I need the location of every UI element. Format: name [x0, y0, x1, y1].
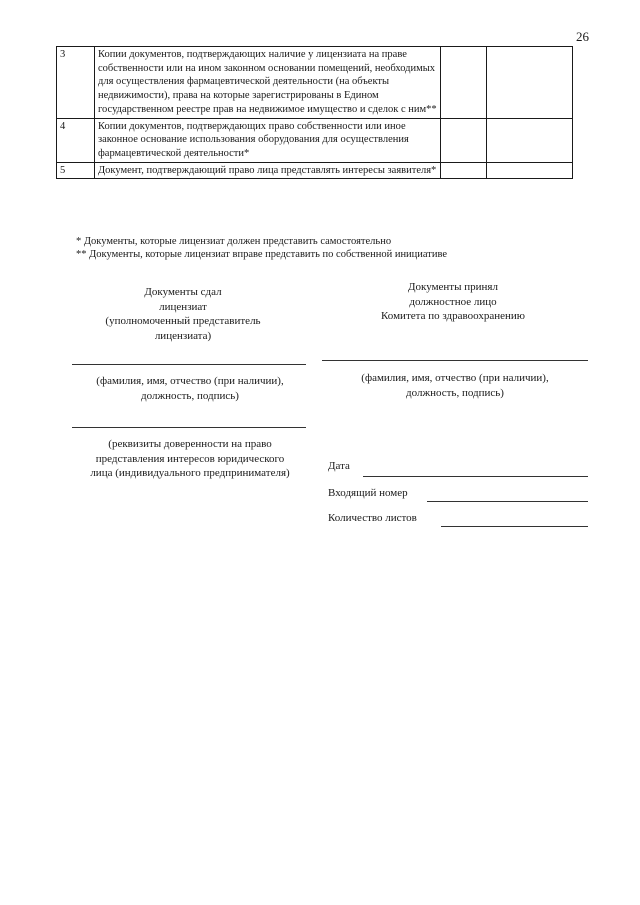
empty-cell: [487, 47, 573, 119]
date-field-line[interactable]: [363, 476, 588, 477]
empty-cell: [487, 118, 573, 162]
caption-line: должность, подпись): [141, 389, 239, 402]
sheet-count-label: Количество листов: [328, 512, 417, 524]
incoming-number-label: Входящий номер: [328, 487, 408, 499]
empty-cell: [441, 47, 487, 119]
incoming-number-field-line[interactable]: [427, 501, 588, 502]
heading-line: Документы сдал: [144, 286, 222, 298]
document-description: Копии документов, подтверждающих наличие у лицензиата на праве собственности или на ином законном основании помещений, необходимых для осуществления фармацевтической деятельности (на объекты недвижимости), права на которые зарегистрированы в Едином государственном реестре прав на недвижимое имущество и сделок с ним**: [95, 47, 441, 119]
heading-line: Комитета по здравоохранению: [381, 310, 525, 322]
row-number: 4: [57, 118, 95, 162]
date-label: Дата: [328, 460, 350, 472]
row-number: 5: [57, 162, 95, 179]
table-row: [57, 162, 573, 179]
sheet-count-field-line[interactable]: [441, 526, 588, 527]
document-description: Документ, подтверждающий право лица представлять интересы заявителя*: [95, 162, 441, 179]
footnote-double: ** Документы, которые лицензиат вправе представить по собственной инициативе: [76, 249, 448, 260]
caption-line: должность, подпись): [406, 386, 504, 399]
heading-line: Документы принял: [408, 281, 498, 293]
heading-line: лицензиата): [154, 329, 212, 342]
receiver-fio-caption: [325, 371, 585, 400]
caption-line: (реквизиты доверенности на право: [108, 438, 272, 450]
caption-line: (фамилия, имя, отчество (при наличии),: [361, 372, 549, 384]
caption-line: лица (индивидуального предпринимателя): [90, 467, 290, 479]
caption-line: представления интересов юридического: [95, 452, 285, 465]
receiver-signature-line: [322, 360, 588, 361]
heading-line: должностное лицо: [409, 295, 497, 308]
table-row: [57, 47, 573, 119]
heading-line: лицензиат: [159, 300, 207, 313]
documents-table: [56, 46, 573, 179]
row-number: 3: [57, 47, 95, 119]
page-number: 26: [576, 29, 589, 44]
document-description: Копии документов, подтверждающих право собственности или иное законное основание использования оборудования для осуществления фармацевтической деятельности*: [95, 118, 441, 162]
submitter-signature-line: [72, 364, 306, 365]
caption-line: (фамилия, имя, отчество (при наличии),: [96, 375, 284, 387]
empty-cell: [441, 162, 487, 179]
submitter-heading: [78, 285, 288, 343]
table-row: [57, 118, 573, 162]
proxy-details-caption: [76, 437, 304, 481]
receiver-heading: [343, 280, 563, 324]
heading-line: (уполномоченный представитель: [105, 315, 261, 327]
footnote-single: * Документы, которые лицензиат должен представить самостоятельно: [76, 236, 392, 247]
proxy-details-line: [72, 427, 306, 428]
empty-cell: [441, 118, 487, 162]
empty-cell: [487, 162, 573, 179]
submitter-fio-caption: [76, 374, 304, 403]
